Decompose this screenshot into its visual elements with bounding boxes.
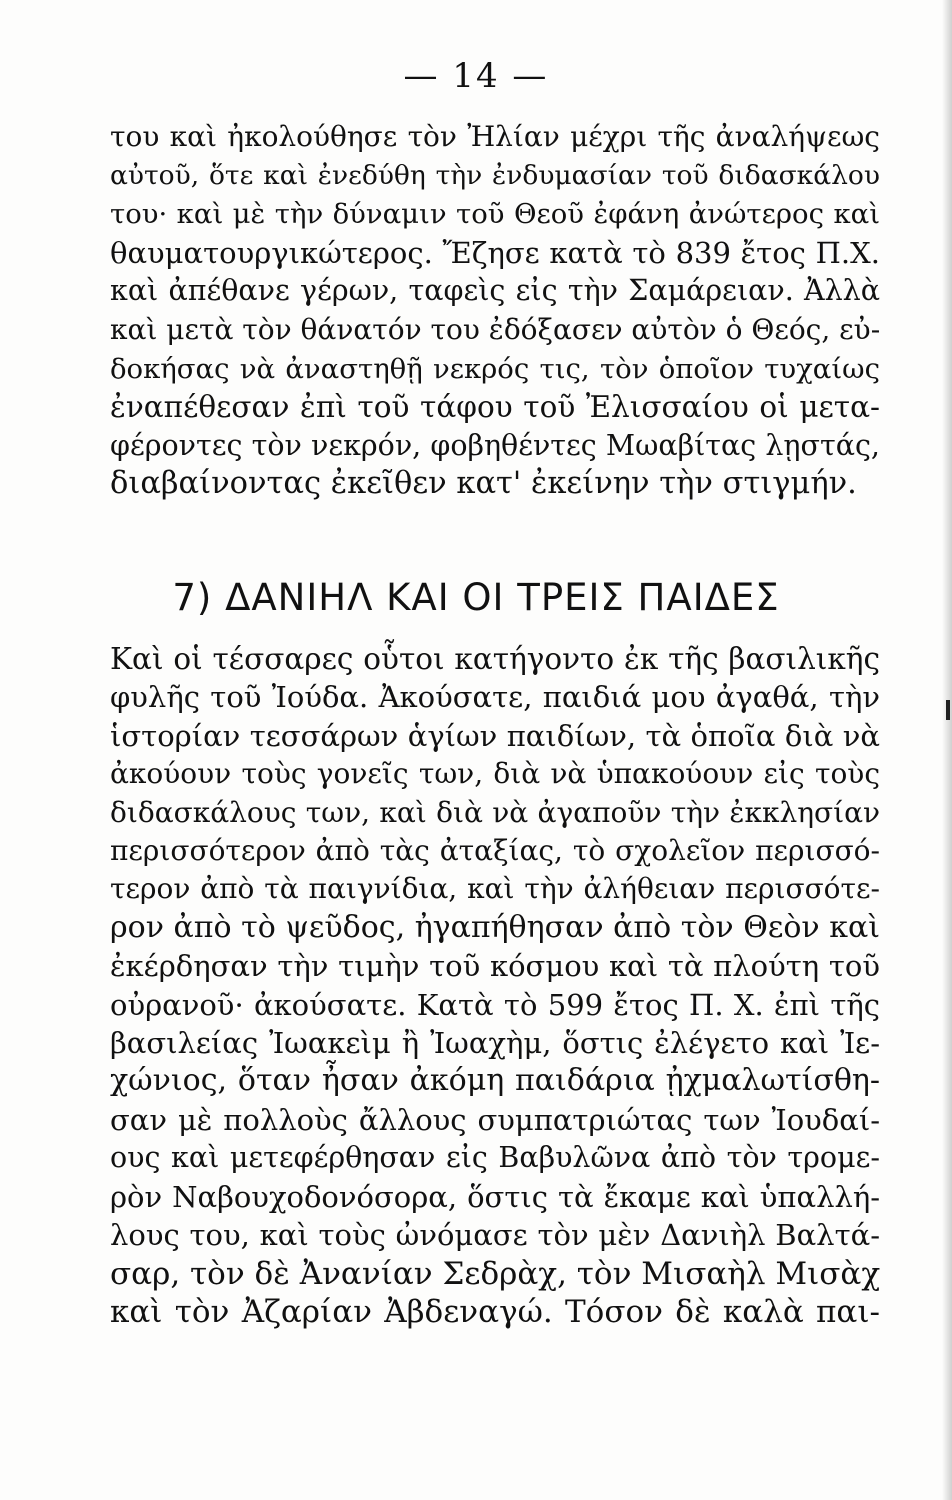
page-edge-mark bbox=[946, 700, 950, 720]
text-line: χώνιος, ὅταν ἦσαν ἀκόμη παιδάρια ᾐχμαλωτίσθη- bbox=[110, 1063, 880, 1099]
text-line: καὶ μετὰ τὸν θάνατόν του ἐδόξασεν αὐτὸν ὁ Θεός, εὐ- bbox=[110, 312, 881, 346]
text-line: φέροντες τὸν νεκρόν, φοβηθέντες Μωαβίτας λῃστάς, bbox=[110, 428, 880, 462]
text-line: ους καὶ μετεφέρθησαν εἰς Βαβυλῶνα ἀπὸ τὸν τρομε- bbox=[110, 1141, 880, 1175]
text-line: ἐκέρδησαν τὴν τιμὴν τοῦ κόσμου καὶ τὰ πλούτη τοῦ bbox=[110, 949, 880, 984]
page-edge-shadow bbox=[942, 0, 952, 1500]
paragraph-elisha bbox=[110, 118, 880, 504]
text-line: ρὸν Ναβουχοδονόσορα, ὅστις τὰ ἔκαμε καὶ ὑπαλλή- bbox=[110, 1179, 880, 1214]
text-line: ἀκούουν τοὺς γονεῖς των, διὰ νὰ ὑπακούουν εἰς τοὺς bbox=[110, 757, 880, 791]
text-line: ἱστορίαν τεσσάρων ἁγίων παιδίων, τὰ ὁποῖα διὰ νὰ bbox=[110, 718, 880, 753]
paragraph-daniel bbox=[110, 640, 880, 1331]
text-line: διδασκάλους των, καὶ διὰ νὰ ἀγαποῦν τὴν ἐκκλησίαν bbox=[110, 795, 880, 829]
text-line: σαρ, τὸν δὲ Ἀνανίαν Σεδρὰχ, τὸν Μισαὴλ Μισὰχ bbox=[110, 1255, 881, 1292]
section-heading: 7) ΔΑΝΙΗΛ ΚΑΙ ΟΙ ΤΡΕΙΣ ΠΑΙΔΕΣ bbox=[172, 576, 780, 619]
text-line: οὐρανοῦ· ἀκούσατε. Κατὰ τὸ 599 ἔτος Π. Χ. ἐπὶ τῆς bbox=[110, 987, 880, 1022]
page-number: — 14 — bbox=[403, 56, 549, 96]
text-line: περισσότερον ἀπὸ τὰς ἀταξίας, τὸ σχολεῖον περισσό- bbox=[110, 834, 880, 868]
text-line: καὶ ἀπέθανε γέρων, ταφεὶς εἰς τὴν Σαμάρειαν. Ἀλλὰ bbox=[110, 274, 880, 308]
text-line: λους του, καὶ τοὺς ὠνόμασε τὸν μὲν Δανιὴλ Βαλτά- bbox=[110, 1218, 880, 1253]
text-line: καὶ τὸν Ἀζαρίαν Ἀβδεναγώ. Τόσον δὲ καλὰ παι- bbox=[110, 1293, 880, 1330]
text-line: δοκήσας νὰ ἀναστηθῇ νεκρός τις, τὸν ὁποῖον τυχαίως bbox=[110, 352, 880, 385]
text-line: του· καὶ μὲ τὴν δύναμιν τοῦ Θεοῦ ἐφάνη ἀνώτερος καὶ bbox=[110, 198, 880, 231]
text-line: σαν μὲ πολλοὺς ἄλλους συμπατριώτας των Ἰουδαί- bbox=[110, 1102, 880, 1137]
text-line: του καὶ ἠκολούθησε τὸν Ἠλίαν μέχρι τῆς ἀναλήψεως bbox=[110, 120, 880, 153]
text-line: τερον ἀπὸ τὰ παιγνίδια, καὶ τὴν ἀλήθειαν περισσότε- bbox=[110, 872, 880, 906]
text-line: θαυματουργικώτερος. Ἔζησε κατὰ τὸ 839 ἔτος Π.Χ. bbox=[110, 235, 880, 270]
text-line: αὐτοῦ, ὅτε καὶ ἐνεδύθη τὴν ἐνδυμασίαν τοῦ διδασκάλου bbox=[110, 159, 880, 191]
text-line: Καὶ οἱ τέσσαρες οὗτοι κατήγοντο ἐκ τῆς βασιλικῆς bbox=[110, 642, 880, 676]
text-line: ρον ἀπὸ τὸ ψεῦδος, ἠγαπήθησαν ἀπὸ τὸν Θεὸν καὶ bbox=[110, 909, 880, 945]
text-line: βασιλείας Ἰωακεὶμ ἢ Ἰωαχὴμ, ὅστις ἐλέγετο καὶ Ἰε- bbox=[110, 1026, 880, 1061]
text-line: φυλῆς τοῦ Ἰούδα. Ἀκούσατε, παιδιά μου ἀγαθά, τὴν bbox=[110, 680, 880, 715]
text-line: ἐναπέθεσαν ἐπὶ τοῦ τάφου τοῦ Ἐλισσαίου οἱ μετα- bbox=[110, 390, 880, 425]
text-line: διαβαίνοντας ἐκεῖθεν κατ' ἐκείνην τὴν στιγμήν. bbox=[110, 466, 857, 502]
